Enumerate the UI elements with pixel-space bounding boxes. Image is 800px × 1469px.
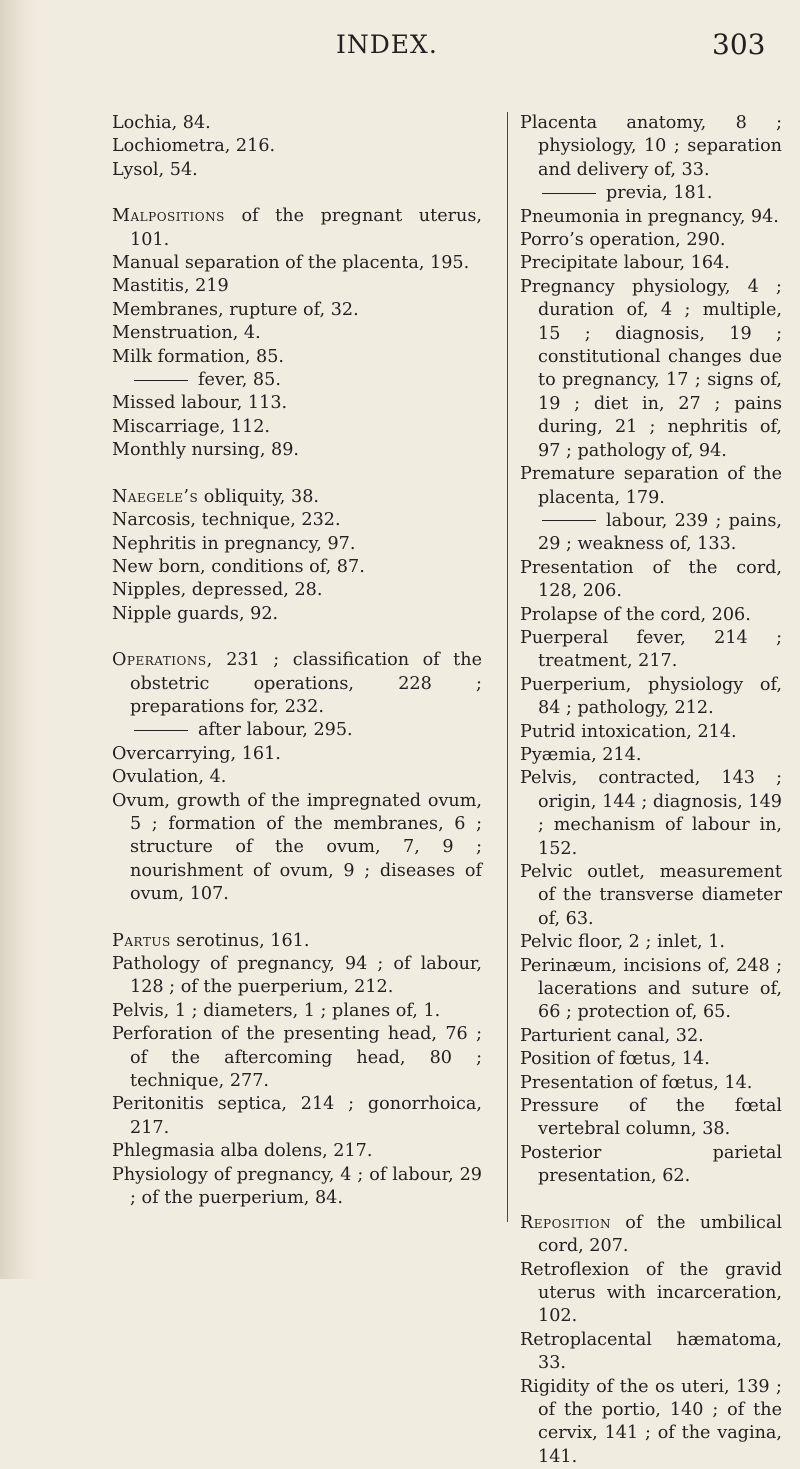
section-head-word: Partus	[112, 930, 171, 951]
index-entry: Physiology of pregnancy, 4 ; of labour, 29 ; of the puerperium, 84.	[112, 1164, 482, 1209]
entry-text: of the pregnant uterus, 101.	[130, 206, 482, 250]
index-entry: Milk formation, 85.	[112, 346, 284, 367]
index-entry: Pelvic outlet, measurement of the transverse diameter of, 63.	[520, 862, 782, 929]
index-entry: Puerperal fever, 214 ; treatment, 217.	[520, 627, 782, 672]
index-entry: Manual separation of the placenta, 195.	[112, 253, 470, 274]
index-entry: Miscarriage, 112.	[112, 416, 270, 437]
index-entry: Placenta anatomy, 8 ; physiology, 10 ; separation and delivery of, 33.	[520, 113, 782, 180]
index-subentry	[112, 719, 482, 742]
index-entry: Nipples, depressed, 28.	[112, 580, 323, 601]
entry-text: of the umbilical cord, 207.	[538, 1212, 782, 1257]
section-head-word: Operations,	[112, 650, 213, 671]
entry-text: serotinus, 161.	[170, 930, 310, 951]
entry-text: fever, 85.	[198, 370, 281, 391]
section-head-word: Naegele’s	[112, 486, 199, 507]
index-entry: Prolapse of the cord, 206.	[520, 604, 751, 625]
index-entry: Perforation of the presenting head, 76 ; of the aftercoming head, 80 ; technique, 277.	[112, 1024, 482, 1092]
section-gap	[112, 182, 482, 205]
index-entry: Missed labour, 113.	[112, 393, 288, 414]
ditto-dash	[542, 520, 596, 521]
index-column-right	[520, 112, 782, 1469]
index-entry	[112, 649, 482, 719]
index-entry: Pneumonia in pregnancy, 94.	[520, 206, 779, 227]
index-entry: Nipple guards, 92.	[112, 603, 279, 624]
index-entry: Parturient canal, 32.	[520, 1025, 704, 1046]
section-gap	[520, 1189, 782, 1212]
index-entry: Presentation of the cord, 128, 206.	[520, 557, 782, 602]
index-entry: Pelvis, contracted, 143 ; origin, 144 ; diagnosis, 149 ; mechanism of labour in, 152.	[520, 768, 782, 859]
index-subentry	[520, 182, 782, 205]
page-title: INDEX.	[336, 30, 438, 59]
index-entry: Pelvic floor, 2 ; inlet, 1.	[520, 932, 726, 953]
index-entry: Phlegmasia alba dolens, 217.	[112, 1141, 373, 1162]
index-entry: Menstruation, 4.	[112, 323, 261, 344]
index-entry: Lochiometra, 216.	[112, 136, 276, 157]
index-entry: Presentation of fœtus, 14.	[520, 1072, 753, 1093]
index-entry	[112, 930, 482, 953]
section-head-word: Malpositions	[112, 206, 225, 227]
section-gap	[112, 463, 482, 486]
entry-text: previa, 181.	[606, 183, 713, 204]
entry-text: obliquity, 38.	[198, 486, 319, 507]
section-gap	[112, 626, 482, 649]
page-number: 303	[712, 28, 766, 61]
index-entry: Ovulation, 4.	[112, 767, 227, 788]
index-entry: Precipitate labour, 164.	[520, 253, 730, 274]
index-entry: Pyæmia, 214.	[520, 744, 642, 765]
index-entry: Rigidity of the os uteri, 139 ; of the portio, 140 ; of the cervix, 141 ; of the vagina, 141.	[520, 1376, 782, 1467]
index-entry: Overcarrying, 161.	[112, 743, 281, 764]
index-entry: Pathology of pregnancy, 94 ; of labour, 128 ; of the puerperium, 212.	[112, 954, 482, 998]
index-entry: New born, conditions of, 87.	[112, 556, 365, 577]
index-subentry	[112, 369, 482, 392]
ditto-dash	[134, 380, 188, 381]
index-entry: Narcosis, technique, 232.	[112, 510, 341, 531]
index-entry: Nephritis in pregnancy, 97.	[112, 533, 356, 554]
index-column-left	[112, 112, 482, 1210]
section-head-word: Reposition	[520, 1212, 611, 1233]
index-entry	[112, 205, 482, 252]
index-entry: Position of fœtus, 14.	[520, 1049, 710, 1070]
index-entry: Ovum, growth of the impregnated ovum, 5 ; formation of the membranes, 6 ; structure of the ovum, 7, 9 ; nourishment of ovum, 9 ; diseases of ovum, 107.	[112, 790, 482, 905]
index-subentry	[520, 510, 782, 557]
index-entry: Lochia, 84.	[112, 113, 211, 133]
index-entry: Peritonitis septica, 214 ; gonorrhoica, 217.	[112, 1094, 482, 1138]
index-entry	[520, 1212, 782, 1259]
index-entry: Lysol, 54.	[112, 159, 198, 180]
index-entry: Pressure of the fœtal vertebral column, 38.	[520, 1096, 782, 1140]
index-entry: Porro’s operation, 290.	[520, 230, 726, 251]
column-divider	[507, 112, 508, 1222]
index-entry: Pelvis, 1 ; diameters, 1 ; planes of, 1.	[112, 1000, 441, 1021]
entry-text: 231 ; classification of the obstetric operations, 228 ; preparations for, 232.	[130, 650, 482, 717]
entry-text: labour, 239 ; pains, 29 ; weakness of, 133.	[538, 510, 782, 555]
page-header	[0, 30, 800, 70]
index-entry	[112, 486, 482, 509]
ditto-dash	[134, 730, 188, 731]
index-entry: Putrid intoxication, 214.	[520, 721, 737, 742]
index-entry: Monthly nursing, 89.	[112, 440, 299, 461]
entry-text: after labour, 295.	[198, 720, 353, 741]
index-entry: Mastitis, 219	[112, 276, 229, 297]
ditto-dash	[542, 193, 596, 194]
index-entry: Retroflexion of the gravid uterus with incarceration, 102.	[520, 1259, 782, 1327]
index-entry: Premature separation of the placenta, 179.	[520, 464, 782, 508]
index-entry: Posterior parietal presentation, 62.	[520, 1142, 782, 1187]
index-entry: Retroplacental hæmatoma, 33.	[520, 1329, 782, 1374]
index-entry: Membranes, rupture of, 32.	[112, 299, 359, 320]
index-entry: Perinæum, incisions of, 248 ; lacerations and suture of, 66 ; protection of, 65.	[520, 955, 782, 1023]
index-entry: Puerperium, physiology of, 84 ; pathology, 212.	[520, 674, 782, 719]
index-entry: Pregnancy physiology, 4 ; duration of, 4 ; multiple, 15 ; diagnosis, 19 ; constitutional changes due to pregnancy, 17 ; signs of, 19 ; diet in, 27 ; pains during, 21 ; nephritis of, 97 ; pathology of, 94.	[520, 276, 782, 461]
section-gap	[112, 907, 482, 930]
page-binding-edge	[0, 0, 38, 1279]
